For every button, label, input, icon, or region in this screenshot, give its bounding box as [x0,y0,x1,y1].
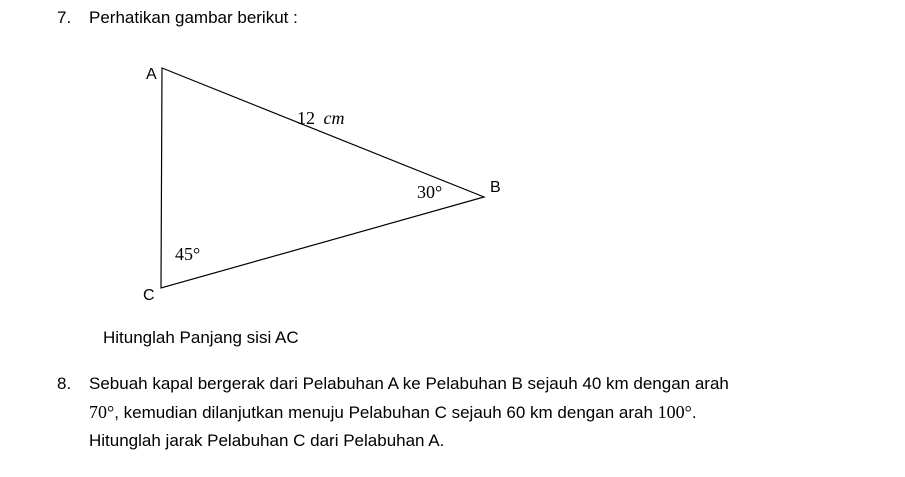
triangle-abc [161,68,484,288]
question-7-number: 7. [57,8,72,27]
question-8-line-1 [57,370,857,398]
vertex-c-label: C [143,287,155,304]
question-7-instruction: Hitunglah Panjang sisi AC [103,328,299,347]
question-8-line-3: Hitunglah jarak Pelabuhan C dari Pelabuhan A. [89,431,445,450]
side-ab-length-label [297,108,345,128]
vertex-b-label: B [490,179,501,196]
side-ab-value: 12 [297,108,315,128]
angle-b-label: 30° [417,182,443,202]
question-8-text-line-1: Sebuah kapal bergerak dari Pelabuhan A ke Pelabuhan B sejauh 40 km dengan arah [89,374,729,393]
question-8-line-2 [57,398,857,427]
question-8-text-line-2: , kemudian dilanjutkan menuju Pelabuhan C sejauh 60 km dengan arah [114,403,658,422]
question-8-number: 8. [57,374,72,393]
angle-c-label: 45° [175,244,201,264]
vertex-a-label: A [146,66,157,83]
side-ab-unit: cm [323,108,345,128]
question-8-line-2-end: . [691,403,697,422]
question-8-angle-1: 70° [89,402,115,422]
question-7-text: Perhatikan gambar berikut : [89,8,298,27]
question-8-angle-2: 100° [657,402,692,422]
question-8 [57,370,857,455]
